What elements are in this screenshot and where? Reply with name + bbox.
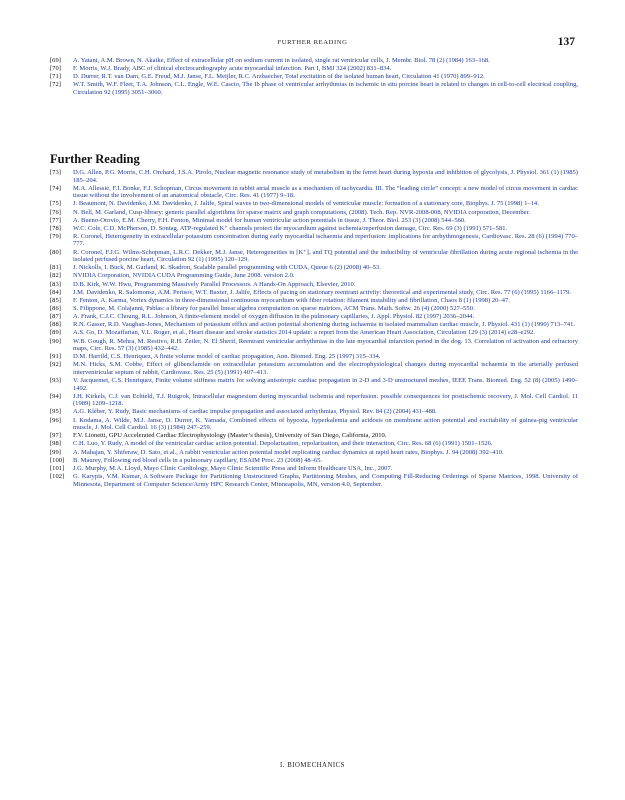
reference-number: [81] <box>50 264 61 272</box>
reference-item <box>50 417 578 432</box>
reference-citation-link[interactable]: NVIDIA Corporation, NVIDIA CUDA Programming Guide, June 2008. version 2.0. <box>73 272 295 280</box>
reference-item <box>50 338 578 353</box>
reference-citation-link[interactable]: W.T. Smith, W.F. Fleet, T.A. Johnson, C.L. Engle, W.E. Cascio, The Ib phase of ventricular arrhythmias in ischemic in situ porcine heart is related to changes in cell-to-cell electrical coupling, Circulation 92 (1995) 3051–3060. <box>73 81 578 96</box>
reference-number: [83] <box>50 280 61 288</box>
reference-number: [89] <box>50 329 61 337</box>
reference-number: [85] <box>50 296 61 304</box>
reference-number: [72] <box>50 81 61 89</box>
reference-item <box>50 281 578 289</box>
reference-item <box>50 233 578 248</box>
section-heading: Further Reading <box>50 152 140 166</box>
reference-citation-link[interactable]: A. Yatani, A.M. Brown, N. Akaike, Effect of extracellular pH on sodium current in isolated, single rat ventricular cells, J. Membr. Biol. 78 (2) (1984) 163–168. <box>73 57 490 64</box>
reference-number: [76] <box>50 208 61 216</box>
reference-item <box>50 329 578 337</box>
reference-citation-link[interactable]: M.A. Allessie, F.I. Bonke, F.J. Schopman, Circus movement in rabbit atrial muscle as a mechanism of tachycardia. III. The “leading circle” concept: a new model of circus movement in cardiac tissue without the involvement of an anatomical obstacle, Circ. Res. 41 (1977) 9–18. <box>73 184 578 200</box>
reference-number: [69] <box>50 57 61 64</box>
reference-number: [95] <box>50 408 61 416</box>
reference-citation-link[interactable]: A.G. Kléber, Y. Rudy, Basic mechanisms of cardiac impulse propagation and associated arrhythmias, Physiol. Rev. 84 (2) (2004) 431–488. <box>73 408 437 416</box>
reference-item <box>50 225 578 233</box>
reference-item <box>50 449 578 457</box>
reference-item <box>50 272 578 280</box>
reference-item <box>50 57 578 65</box>
reference-item <box>50 209 578 217</box>
reference-citation-link[interactable]: V. Jacquemet, C.S. Henriquez, Finite volume stiffness matrix for solving anisotropic cardiac propagation in 2-D and 3-D unstructured meshes, IEEE Trans. Biomed. Eng. 52 (8) (2005) 1490–1492. <box>73 377 578 392</box>
reference-number: [87] <box>50 313 61 321</box>
reference-number: [84] <box>50 288 61 296</box>
reference-citation-link[interactable]: A. Bueno-Orovio, E.M. Cherry, F.H. Fenton, Minimal model for human ventricular action potentials in tissue, J. Theor. Biol. 253 (3) (2008) 544–560. <box>73 216 466 224</box>
reference-citation-link[interactable]: I. Kodama, A. Wilde, M.J. Janse, D. Durrer, K. Yamada, Combined effects of hypoxia, hyperkalemia and acidosis on membrane action potential and excitability of guinea-pig ventricular muscle, J. Mol. Cell Cardiol. 16 (3) (1984) 247–259. <box>73 416 578 432</box>
reference-number: [73] <box>50 169 61 176</box>
reference-item <box>50 377 578 392</box>
reference-item <box>50 81 578 96</box>
reference-citation-link[interactable]: D.M. Harrild, C.S. Henriquez, A finite volume model of cardiac propagation, Ann. Biomed. Eng. 25 (1997) 315–334. <box>73 353 381 361</box>
reference-citation-link[interactable]: D.B. Kirk, W.W. Hwu, Programming Massively Parallel Processors. A Hands-On Approach, Elsevier, 2010. <box>73 280 356 288</box>
reference-item <box>50 305 578 313</box>
reference-item <box>50 353 578 361</box>
reference-citation-link[interactable]: R.N. Gasser, R.D. Vaughan-Jones, Mechanism of potassium efflux and action potential shortening during ischaemia in isolated mammalian cardiac muscle, J. Physiol. 431 (1) (1990) 713–741. <box>73 321 576 329</box>
reference-number: [100] <box>50 456 65 464</box>
reference-number: [86] <box>50 305 61 313</box>
reference-item <box>50 440 578 448</box>
reference-citation-link[interactable]: A. Mahajan, Y. Shiferaw, D. Sato, et al., A rabbit ventricular action potential model replicating cardiac dynamics at rapid heart rates, Biophys. J. 94 (2008) 392–410. <box>73 448 504 456</box>
reference-number: [93] <box>50 377 61 385</box>
reference-number: [91] <box>50 353 61 361</box>
reference-citation-link[interactable]: F. Fenton, A. Karma, Vortex dynamics in three-dimensional continuous myocardium with fiber rotation: filament instability and fibrillation, Chaos 8 (1) (1998) 20–47. <box>73 296 510 304</box>
reference-item <box>50 200 578 208</box>
reference-citation-link[interactable]: W.C. Cole, C.D. McPherson, D. Sontag, ATP-regulated K⁺ channels protect the myocardium against ischemia/reperfusion damage, Circ. Res. 69 (3) (1991) 571–581. <box>73 224 508 232</box>
reference-number: [96] <box>50 416 61 424</box>
reference-item <box>50 432 578 440</box>
reference-list <box>50 57 578 97</box>
reference-number: [101] <box>50 464 65 472</box>
running-header <box>50 36 575 52</box>
reference-item <box>50 73 578 81</box>
reference-number: [75] <box>50 200 61 208</box>
reference-number: [94] <box>50 392 61 400</box>
reference-citation-link[interactable]: M.N. Hicks, S.M. Cobbe, Effect of glibenclamide on extracellular potassium accumulation and the electrophysiological changes during myocardial ischaemia in the arterially perfused interventricular septum of rabbit, Cardiovasc. Res. 25 (5) (1991) 407–413. <box>73 361 578 376</box>
reference-citation-link[interactable]: N. Bell, M. Garland, Cusp-library: generic parallel algorithms for sparse matrix and graph computations, (2008). Tech. Rep. NVR-2008-008, NVIDIA corporation, December. <box>73 208 531 216</box>
reference-list-continued <box>50 57 578 97</box>
reference-number: [92] <box>50 361 61 369</box>
reference-citation-link[interactable]: D.G. Allen, P.G. Morris, C.H. Orchard, J.S.A. Pirolo, Nuclear magnetic resonance study of metabolism in the ferret heart during hypoxia and inhibition of glycolysis, J. Physiol. 361 (1) (1985) 185–204. <box>73 169 578 184</box>
reference-item <box>50 465 578 473</box>
reference-item <box>50 408 578 416</box>
reference-citation-link[interactable]: C.H. Luo, Y. Rudy, A model of the ventricular cardiac action potential. Depolarization, repolarization, and their interaction, Circ. Res. 68 (6) (1991) 1501–1526. <box>73 440 493 448</box>
reference-citation-link[interactable]: A.S. Go, D. Mozaffarian, V.L. Roger, et al., Heart disease and stroke statistics 2014 update: a report from the American Heart Association, Circulation 129 (3) (2014) e28–e292. <box>73 329 535 337</box>
reference-number: [88] <box>50 321 61 329</box>
reference-item <box>50 264 578 272</box>
reference-item <box>50 321 578 329</box>
reference-citation-link[interactable]: D. Durrer, R.T. van Dam, G.E. Freud, M.J. Janse, F.L. Meijler, R.C. Arzbaecher, Total excitation of the isolated human heart, Circulation 41 (1970) 899–912. <box>73 73 485 81</box>
reference-number: [70] <box>50 65 61 73</box>
reference-citation-link[interactable]: W.B. Gough, R. Mehra, M. Restivo, R.H. Zeiler, N. El Sherif, Reentrant ventricular arrhythmias in the late myocardial infarction period in the dog. 13. Correlation of activation and refractory maps, Circ. Res. 57 (3) (1985) 432–442. <box>73 337 578 353</box>
reference-item <box>50 169 578 184</box>
running-footer: I. BIOMECHANICS <box>280 762 345 769</box>
reference-number: [97] <box>50 432 61 440</box>
page-number: 137 <box>557 36 575 48</box>
reference-number: [102] <box>50 473 65 480</box>
reference-number: [80] <box>50 248 61 256</box>
reference-citation-link[interactable]: R. Coronel, Heterogeneity in extracellular potassium concentration during early myocardial ischaemia and reperfusion: implications for arrhythmogenesis, Cardiovasc. Res. 28 (6) (1994) 770–777. <box>73 232 578 248</box>
reference-number: [98] <box>50 440 61 448</box>
reference-item <box>50 185 578 200</box>
reference-citation-link[interactable]: B. Maurey, Following red blood cells in a pulmonary capillary, ESAIM Proc. 23 (2008) 48–65. <box>73 456 323 464</box>
reference-number: [77] <box>50 216 61 224</box>
reference-number: [74] <box>50 184 61 192</box>
reference-item <box>50 297 578 305</box>
reference-citation-link: F.V. Lionetti, GPU Accelerated Cardiac Electrophysiology (Master’s thesis), University of San Diego, California, 2010. <box>73 432 387 440</box>
reference-citation-link[interactable]: J.M. Davidenko, R. Salomonsz, A.M. Pertsov, W.T. Baxter, J. Jalife, Effects of pacing on stationary reentrant activity: theoretical and experimental study, Circ. Res. 77 (6) (1995) 1166–1179. <box>73 288 571 296</box>
reference-number: [79] <box>50 232 61 240</box>
reference-item <box>50 65 578 73</box>
reference-citation-link[interactable]: J. Beaumont, N. Davidenko, J.M. Davidenko, J. Jalife, Spiral waves in two-dimensional models of ventricular muscle: formation of a stationary core, Biophys. J. 75 (1998) 1–14. <box>73 200 539 208</box>
reference-citation-link[interactable]: R. Coronel, F.J.G. Wilms-Schopman, L.R.C. Dekker, M.J. Janse, Heterogeneities in [K⁺]ₒ and TQ potential and the inducibility of ventricular fibrillation during acute regional ischemia in the isolated perfused porcine heart, Circulation 92 (1) (1995) 120–129. <box>73 248 578 264</box>
reference-item <box>50 313 578 321</box>
reference-citation-link[interactable]: G. Karypis, V.M. Kumar, A Software Package for Partitioning Unstructured Graphs, Partitioning Meshes, and Computing Fill-Reducing Orderings of Sparse Matrices, 1998. University of Minnesota, Department of Computer Science/Army HPC Research Center, Minneapolis, MN, version 4.0, September. <box>73 473 578 488</box>
reference-item <box>50 361 578 376</box>
reference-number: [99] <box>50 448 61 456</box>
reference-citation-link[interactable]: A. Frank, C.J.C. Choung, R.L. Johnson, A finite-element model of oxygen diffusion in the pulmonary capillaries, J. Appl. Physiol. 82 (1997) 2036–2044. <box>73 313 475 321</box>
reference-number: [90] <box>50 337 61 345</box>
reference-item <box>50 289 578 297</box>
further-reading-list <box>50 169 578 489</box>
reference-citation-link[interactable]: J. Nickolls, I. Buck, M. Garland, K. Skadron, Scalable parallel programming with CUDA, Queue 6 (2) (2008) 40–53. <box>73 264 381 272</box>
reference-item <box>50 457 578 465</box>
reference-item <box>50 473 578 488</box>
running-title: FURTHER READING <box>277 39 348 46</box>
reference-citation-link[interactable]: S. Filippone, M. Colajanni, Psblas: a library for parallel linear algebra computation on sparse matrices, ACM Trans. Math. Softw. 26 (4) (2000) 527–550. <box>73 305 475 313</box>
reference-item <box>50 393 578 408</box>
reference-number: [78] <box>50 224 61 232</box>
reference-item <box>50 217 578 225</box>
reference-citation-link[interactable]: J.H. Kirkels, C.J. van Echteld, T.J. Ruigrok, Intracellular magnesium during myocardial ischemia and reperfusion: possible consequences for postischemic recovery, J. Mol. Cell Cardiol. 11 (1989) 1209–1218. <box>73 392 578 408</box>
reference-list <box>50 169 578 488</box>
reference-citation-link[interactable]: J.G. Murphy, M.A. Lloyd, Mayo Clinic Cardiology, Mayo Clinic Scientific Press and Inform Healthcare USA, Inc., 2007. <box>73 464 393 472</box>
reference-number: [82] <box>50 272 61 280</box>
reference-item <box>50 249 578 264</box>
reference-number: [71] <box>50 73 61 81</box>
reference-citation-link[interactable]: F. Morris, W.J. Brady, ABC of clinical electrocardiography acute myocardial infarction. Part I, BMJ 324 (2002) 831–834. <box>73 65 392 73</box>
